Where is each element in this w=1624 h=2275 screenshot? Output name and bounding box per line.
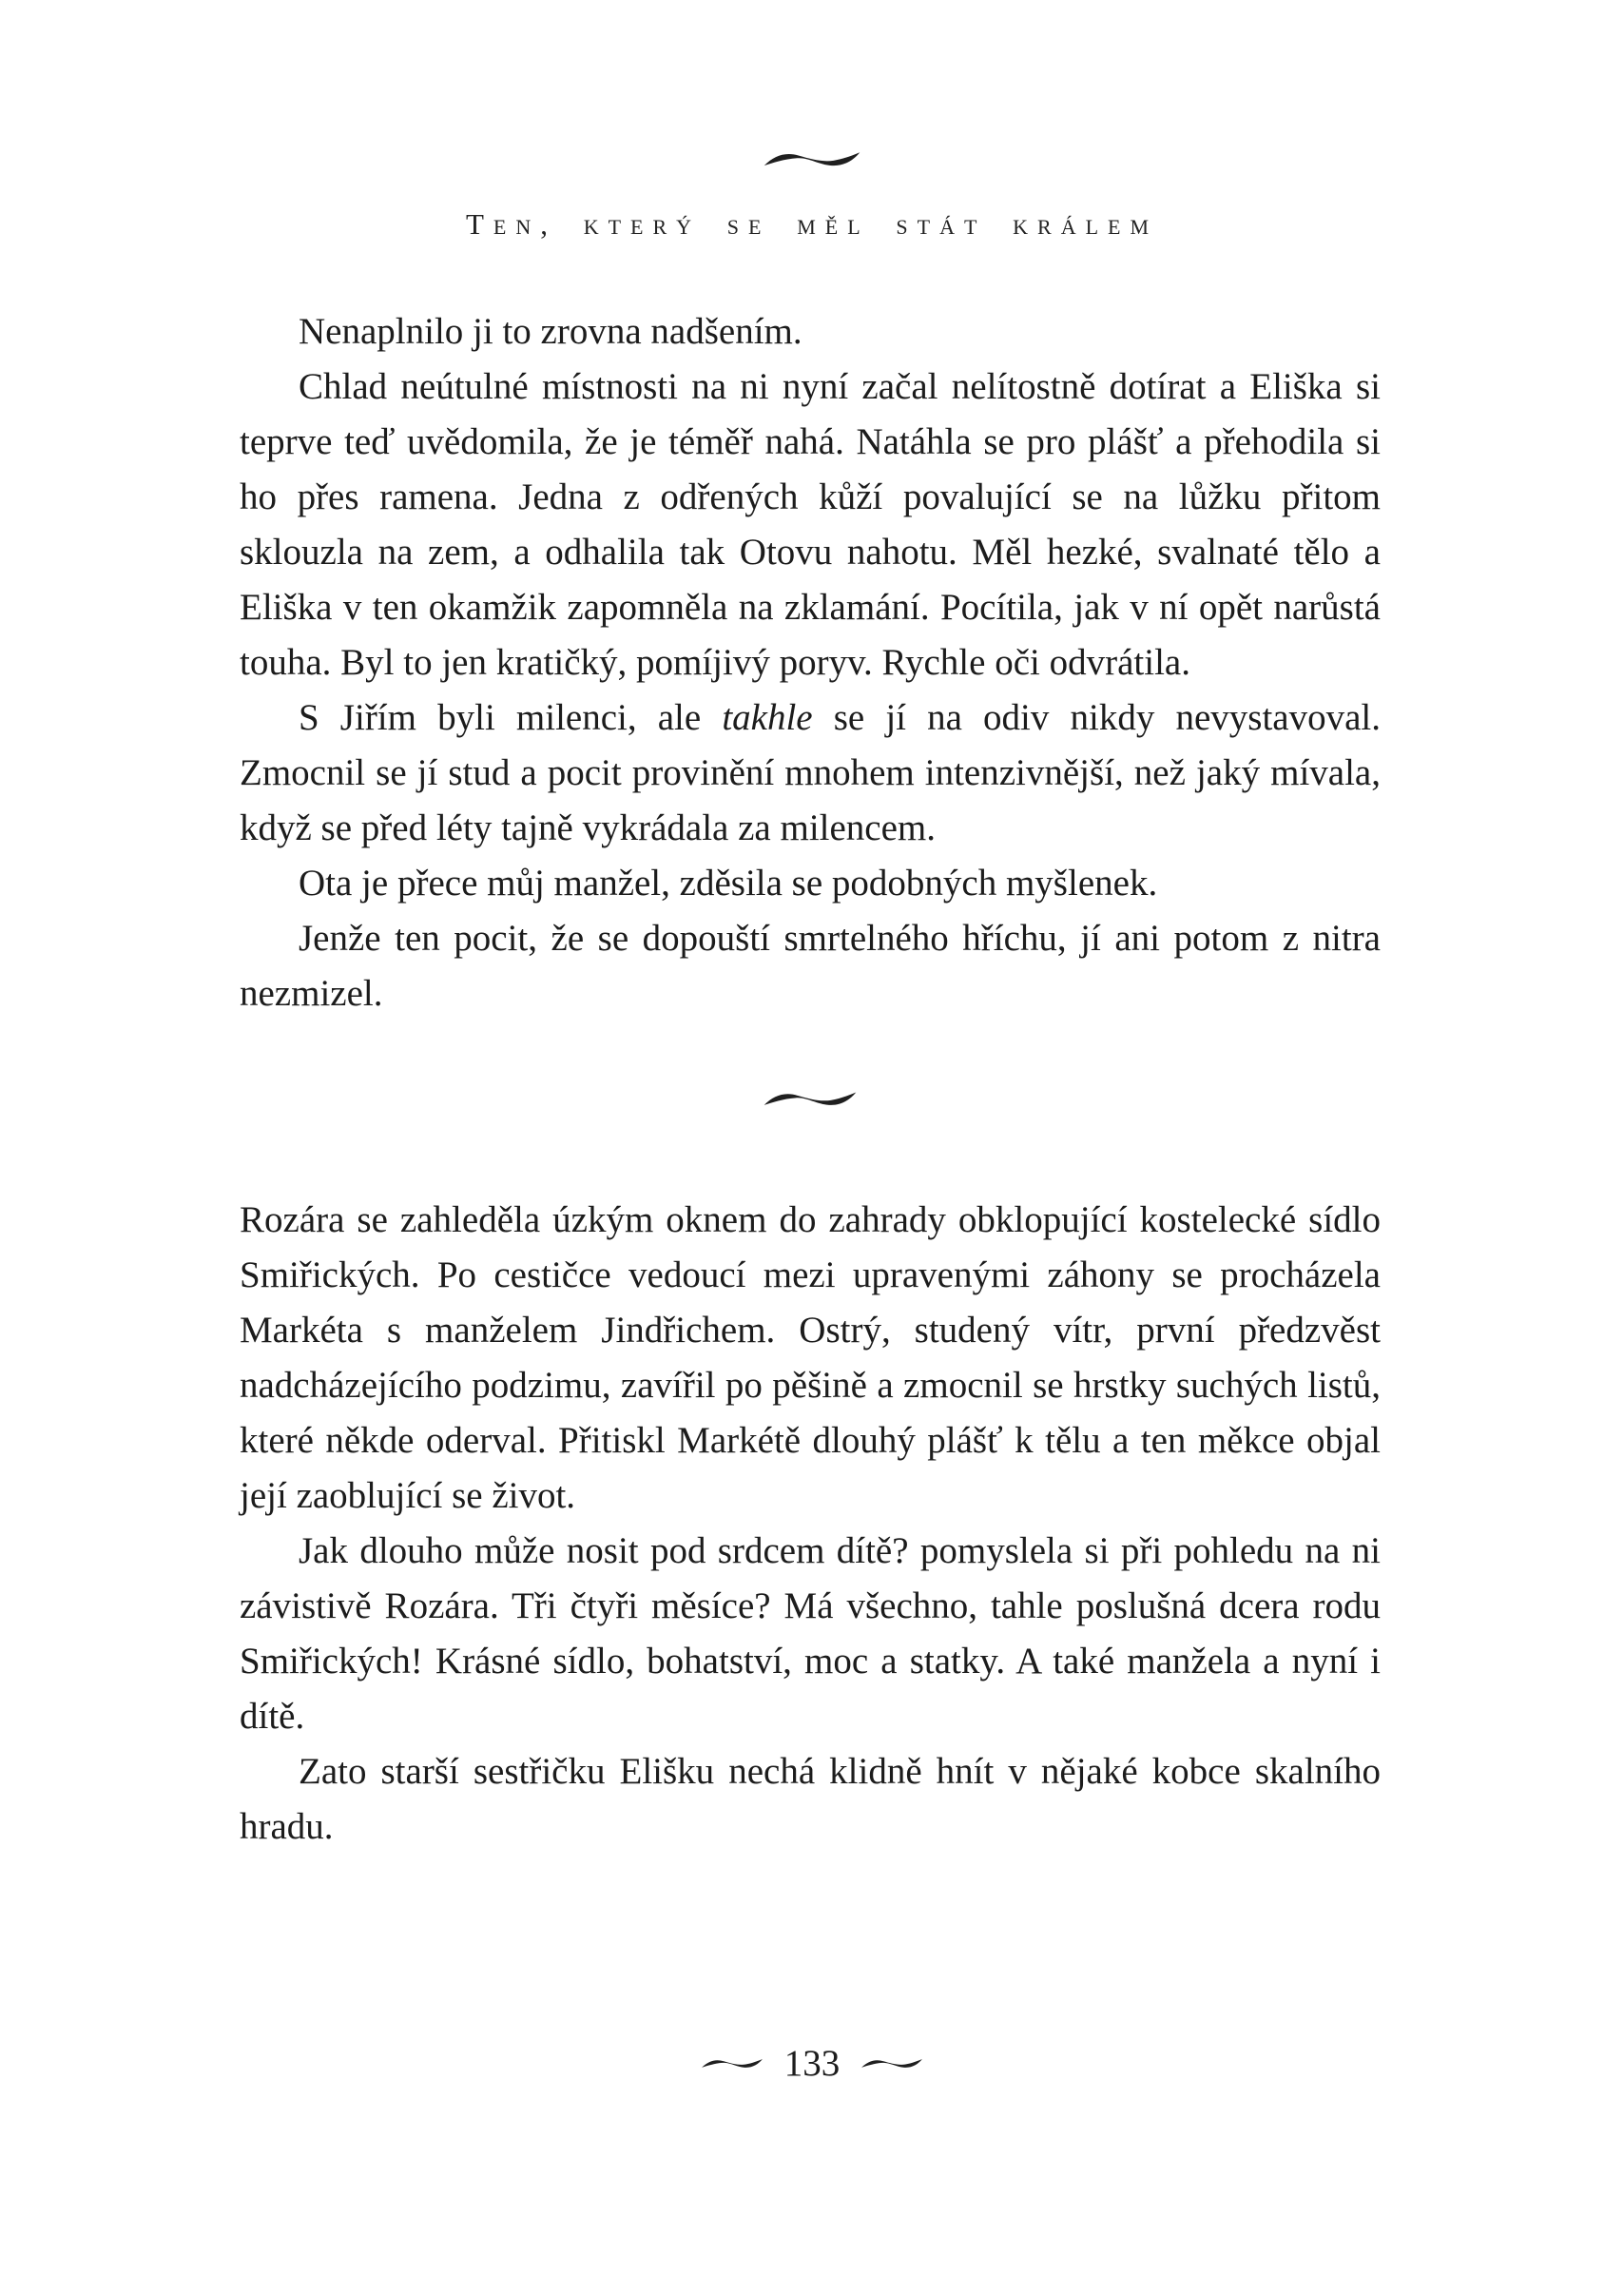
paragraph-3-text-post: se jí na odiv nikdy nevystavoval. Zmocnil se jí stud a pocit provinění mnohem intenzivnější, než jaký mívala, když se před léty tajně vykrádala za milencem. [240,697,1382,848]
top-divider [0,148,1624,171]
paragraph-3 [240,690,1381,856]
paragraph-8: Zato starší sestřičku Elišku nechá klidně hnít v nějaké kobce skalního hradu. [240,1751,1381,1847]
page-number: 133 [783,2043,841,2084]
paragraph-4: Ota je přece můj manžel, zděsila se podobných myšlenek. [299,863,1158,904]
running-header-title: Ten, který se měl stát králem [465,207,1159,241]
swash-divider-icon [763,1088,858,1111]
paragraph-3-italic-word: takhle [722,697,813,738]
page-footer [0,2045,1624,2082]
swash-footer-left-icon [701,2056,764,2071]
paragraph-2: Chlad neútulné místnosti na ni nyní začal nelítostně dotírat a Eliška si teprve teď uvědomila, že je téměř nahá. Natáhla se pro plášť a přehodila si ho přes ramena. Jedna z odřených kůží povalující se na lůžku přitom sklouzla na zem, a odhalila tak Otovu nahotu. Měl hezké, svalnaté tělo a Eliška v ten okamžik zapomněla na zklamání. Pocítila, jak v ní opět narůstá touha. Byl to jen kratičký, pomíjivý poryv. Rychle oči odvrátila. [240,366,1381,683]
paragraph-1: Nenaplnilo ji to zrovna nadšením. [299,311,802,352]
paragraph-6: Rozára se zahleděla úzkým oknem do zahrady obklopující kostelecké sídlo Smiřických. Po cestičce vedoucí mezi upravenými záhony se procházela Markéta s manželem Jindřichem. Ostrý, studený vítr, první předzvěst nadcházejícího podzimu, zavířil po pěšině a zmocnil se hrstky suchých listů, které někde oderval. Přitiskl Markétě dlouhý plášť k tělu a ten měkce objal její zaoblující se život. [240,1199,1381,1516]
swash-divider-icon [763,148,861,171]
swash-footer-right-icon [860,2056,923,2071]
section-break-divider [240,1088,1381,1111]
paragraph-7: Jak dlouho může nosit pod srdcem dítě? pomyslela si při pohledu na ni závistivě Rozára. Tři čtyři měsíce? Má všechno, tahle poslušná dcera rodu Smiřických! Krásné sídlo, bohatství, moc a statky. A také manžela a nyní i dítě. [240,1530,1381,1737]
paragraph-5: Jenže ten pocit, že se dopouští smrtelného hříchu, jí ani potom z nitra nezmizel. [240,918,1381,1014]
text-block [240,304,1381,1855]
paragraph-3-text-pre: S Jiřím byli milenci, ale [299,697,723,738]
